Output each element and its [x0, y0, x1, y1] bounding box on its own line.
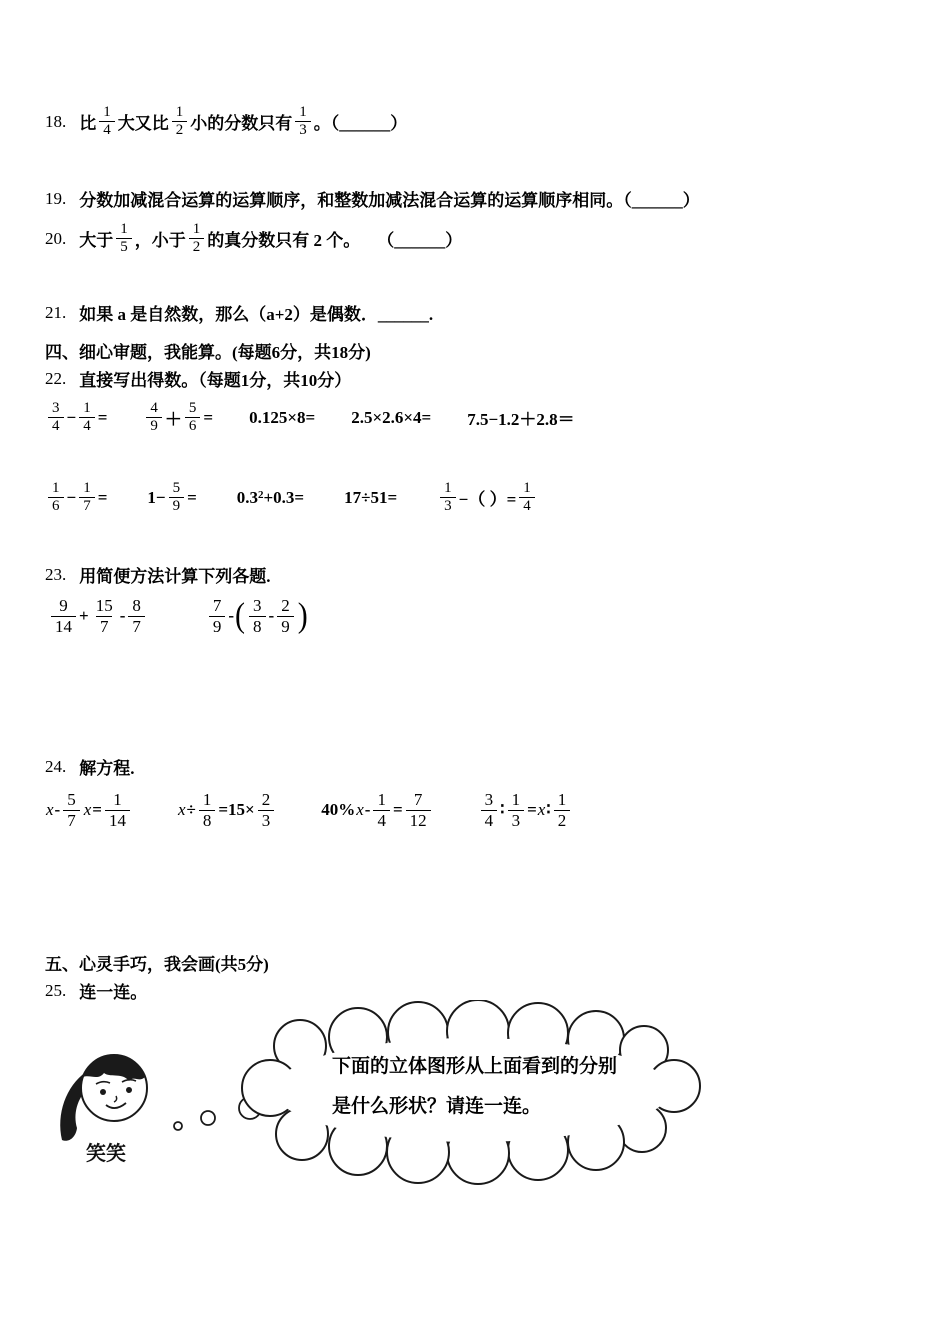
bubble-text-line-2: 是什么形状？请连一连。	[332, 1096, 542, 1117]
text-segment: 40%	[321, 800, 356, 820]
fraction: $\frac{1}{4}$	[79, 400, 95, 436]
calc-item	[249, 408, 315, 428]
text-segment: =	[97, 407, 108, 427]
text-segment: 22.	[45, 368, 67, 388]
fraction: $\frac{1}{3}$	[508, 790, 525, 830]
text-segment: 连一连。	[79, 983, 148, 1002]
fraction: $\frac{5}{9}$	[169, 480, 185, 516]
question-22-row-2	[45, 480, 538, 516]
equation	[177, 790, 277, 830]
text-segment: −	[66, 487, 77, 507]
fraction: $\frac{1}{2}$	[189, 221, 205, 257]
text-segment: -	[268, 606, 275, 626]
text-segment: ÷	[186, 800, 196, 820]
question-18	[45, 104, 407, 140]
text-segment: ∶	[500, 800, 505, 820]
text-segment: 0.125×8=	[249, 407, 316, 427]
variable: x	[177, 800, 186, 820]
text-segment: =	[97, 487, 108, 507]
text-segment: 如果 a 是自然数，那么（a+2）是偶数．______.	[79, 305, 434, 324]
variable: x	[83, 800, 92, 820]
fraction: $\frac{3}{4}$	[481, 790, 498, 830]
question-20	[45, 221, 462, 257]
fraction: $\frac{1}{3}$	[295, 104, 311, 140]
question-24-heading	[45, 754, 135, 779]
text-segment: 20.	[45, 228, 67, 248]
fraction: $\frac{2}{3}$	[258, 790, 275, 830]
superscript: 2	[258, 488, 264, 501]
fraction: $\frac{7}{9}$	[209, 596, 226, 636]
text-segment: ＋	[164, 410, 182, 430]
question-22-heading	[45, 366, 351, 391]
section-5-heading: 五、心灵手巧，我会画(共5分)	[45, 955, 269, 974]
text-segment: −	[66, 407, 77, 427]
text-segment: =	[392, 800, 403, 820]
text-segment: 0.3	[236, 487, 258, 507]
text-segment: ∶	[546, 800, 551, 820]
text-segment: =	[203, 407, 214, 427]
text-segment: )	[297, 596, 308, 635]
text-segment: 大又比	[117, 114, 169, 134]
text-segment: 7.5−1.2＋2.8＝	[467, 410, 575, 430]
text-segment: 比	[79, 114, 97, 134]
text-segment: 。（______）	[313, 114, 408, 134]
bubble-text-line-1: 下面的立体图形从上面看到的分别	[332, 1056, 618, 1077]
character-name-label: 笑笑	[86, 1143, 126, 1165]
right-eye	[126, 1087, 132, 1093]
text-segment: -	[119, 606, 126, 626]
text-segment: −（ ）=	[458, 490, 517, 510]
question-21	[45, 300, 433, 325]
text-segment: =	[187, 487, 197, 507]
fraction: $\frac{15}{7}$	[95, 596, 113, 636]
calc-item	[45, 480, 107, 516]
text-segment: 18.	[45, 111, 67, 131]
left-eye	[100, 1089, 106, 1095]
question-22-row-1	[45, 400, 575, 436]
text-segment: =15×	[218, 800, 255, 820]
text-segment: 25.	[45, 980, 67, 1000]
text-segment: 小的分数只有	[190, 114, 293, 134]
text-segment: 21.	[45, 302, 67, 322]
text-segment: 用简便方法计算下列各题.	[79, 567, 271, 586]
section-4-heading: 四、细心审题，我能算。(每题6分，共18分)	[45, 343, 371, 362]
text-segment: 1−	[147, 487, 166, 507]
fraction: $\frac{1}{4}$	[99, 104, 115, 140]
fraction: $\frac{1}{14}$	[105, 790, 130, 830]
text-segment: =	[92, 800, 102, 820]
text-segment: -	[54, 800, 61, 820]
calc-item	[45, 400, 107, 436]
variable: x	[356, 800, 364, 820]
fraction: $\frac{2}{9}$	[277, 596, 294, 636]
calc-item	[467, 405, 574, 430]
calc-item	[344, 488, 397, 508]
fraction: $\frac{1}{4}$	[373, 790, 390, 830]
fraction: $\frac{3}{4}$	[48, 400, 64, 436]
fraction: $\frac{7}{12}$	[406, 790, 431, 830]
text-segment: (	[235, 596, 246, 635]
text-segment: 24.	[45, 756, 67, 776]
text-segment: 大于	[79, 231, 114, 251]
fraction: $\frac{5}{7}$	[63, 790, 80, 830]
text-segment: 23.	[45, 564, 67, 584]
text-segment: +0.3=	[263, 487, 305, 507]
text-segment: 直接写出得数。（每题1分，共10分）	[79, 371, 352, 390]
text-segment: 2.5×2.6×4=	[351, 407, 432, 427]
fraction: $\frac{8}{7}$	[128, 596, 145, 636]
fraction: $\frac{1}{8}$	[199, 790, 216, 830]
fraction: $\frac{1}{4}$	[519, 480, 535, 516]
fraction: $\frac{5}{6}$	[185, 400, 201, 436]
fraction: $\frac{3}{8}$	[249, 596, 266, 636]
calc-item	[143, 400, 213, 436]
xiaoxiao-character-illustration	[60, 1055, 147, 1165]
fraction: $\frac{1}{6}$	[48, 480, 64, 516]
fraction: $\frac{1}{3}$	[440, 480, 456, 516]
fraction: $\frac{4}{9}$	[146, 400, 162, 436]
text-segment: -	[228, 606, 235, 626]
question-23-expressions	[48, 596, 309, 636]
calc-item	[237, 488, 304, 508]
fraction: $\frac{1}{2}$	[172, 104, 188, 140]
equation	[45, 790, 133, 830]
text-segment: =	[527, 800, 537, 820]
calc-item	[147, 480, 196, 516]
equation	[478, 790, 574, 830]
question-25-illustration	[40, 1000, 720, 1190]
question-23-heading	[45, 562, 271, 587]
text-segment: 17÷51=	[344, 487, 398, 507]
expression	[48, 596, 148, 636]
text-segment: +	[79, 606, 89, 626]
fraction: $\frac{1}{5}$	[116, 221, 132, 257]
thought-cloud	[242, 1000, 700, 1184]
fraction: $\frac{9}{14}$	[51, 596, 76, 636]
text-segment: 19.	[45, 188, 67, 208]
fraction: $\frac{1}{7}$	[79, 480, 95, 516]
variable: x	[537, 800, 546, 820]
text-segment: 解方程.	[79, 759, 135, 778]
calc-item	[351, 408, 431, 428]
text-segment: ，小于	[134, 231, 186, 251]
text-segment: 分数加减混合运算的运算顺序，和整数加减法混合运算的运算顺序相同。（______）	[79, 191, 700, 210]
equation	[321, 790, 433, 830]
expression	[206, 596, 309, 636]
question-24-equations	[45, 790, 573, 830]
text-segment: 的真分数只有 2 个。 （______）	[207, 231, 463, 251]
fraction: $\frac{1}{2}$	[554, 790, 571, 830]
text-segment: -	[364, 800, 371, 820]
question-19	[45, 186, 700, 211]
variable: x	[46, 800, 54, 820]
calc-item	[437, 480, 538, 516]
